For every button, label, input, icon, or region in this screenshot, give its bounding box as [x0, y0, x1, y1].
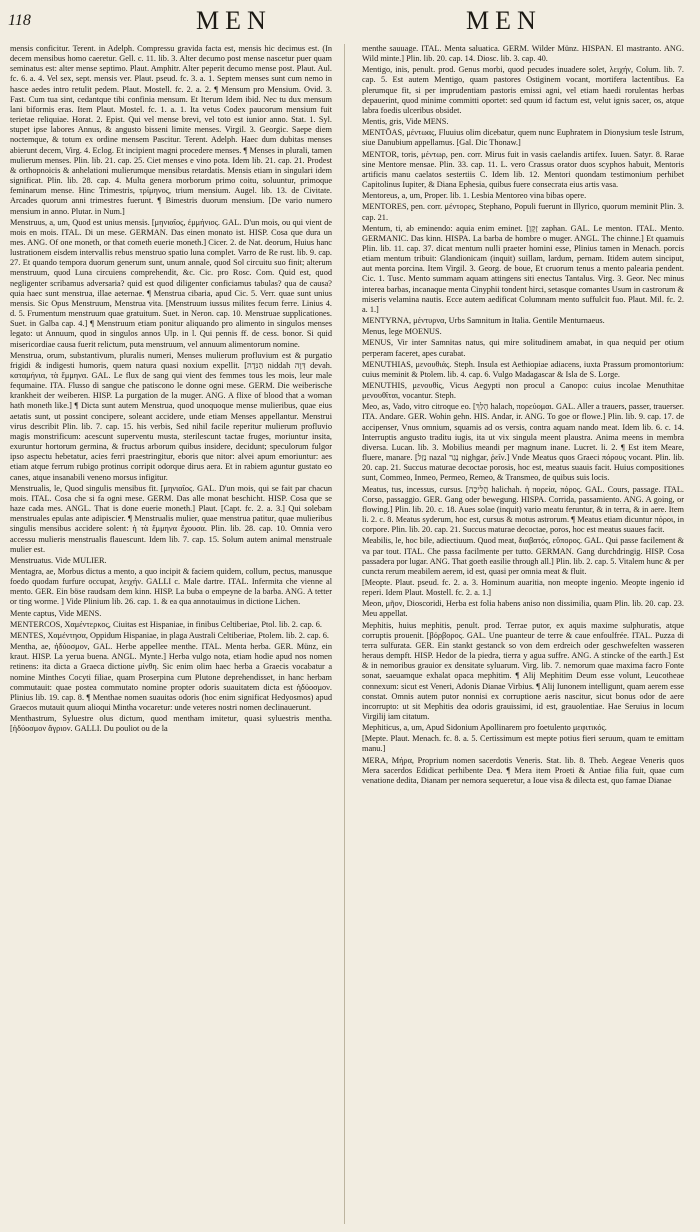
entry-menthastrum: Menthastrum, Syluestre olus dictum, quod mentham imitetur, quasi syluestris mentha. [ἡδύοσμον ἄγριον. GALLI. Du pouliot ou de la	[10, 714, 332, 734]
entry-meabilis: Meabilis, le, hoc bile, adiectiuum. Quod meat, διαβατός, εὔπορος. GAL. Qui passe facilement & va par tout. ITAL. Che passa facilmente per tutto. GERMAN. Gang durchdringig. HISP. Cosa passadera por lugar. ANG. That goeth easilie through all.] Plin. lib. 2. cap. 5. Vitalem hunc & per cuncta rerum meabilem aerem, id est, quasi per omnia meat & fluit.	[362, 536, 684, 576]
entry-mentha: Mentha, ae, ἡδύοσμον, GAL. Herbe appellee menthe. ITAL. Menta herba. GER. Münz, ein kraut. HISP. La yerua buena. ANGL. Mynte.] Herba vulgo nota, etiam hodie apud nos nomen retinens: ita dicta a Graeca dictione μίνθη. Sic enim olim haec herba a Graecis vocabatur a nomine Minthes Cocyti filiae, quam Proserpina cum Plutone deprehendisset, in hanc herbam commutauit: quae postea commutato nomine propter odoris suauitatem dicta est ἡδύοσμον. Plinius lib. 19. cap. 8. ¶ Menthae nomen suauitas odoris (hoc enim significat Hedyosmos) apud Graecos mutauit quum alioqui Mintha vocaretur: unde veteres nostri nomen declinauerunt.	[10, 642, 332, 712]
entry-mephitis: Mephitis, huius mephitis, penult. prod. Terrae putor, ex aquis maxime sulphuratis, atque corruptis prouenit. [βόρβορος. GAL. Une puanteur de terre & caue enfoulfrée. ITAL. Puzza di terra sulfurata. GER. Ein stankt gestanck so von dem erdreich oder geschwefelten wasseren heraus dempft. HISP. Hedor de la piedra, tierra y agua suffre. ANG. A stincke of the earth.] Est & in nemoribus grauior ex densitate syluarum. Virg. lib. 7. nemorum quae maxima facro Fonte sonat, saeuamque exhalat opaca mephitim. ¶ Alij Mephitim Deum esse volunt, Leucotheae connexum: sicut est Veneri, Adonis Dianae Virbius. ¶ Alij Iunonem intelligunt, quam aerem esse constat. Omnis autem putor nonnisi ex corruptione aeris nascitur, sicut bonus odor de aere incorrupto: ut sit Mephitis dea odoris grauissimi, id est, grauolentiae. Hae Seruius in locum Virgilij iam citatum.	[362, 620, 684, 721]
entry-mentagra: Mentagra, ae, Morbus dictus a mento, a quo incipit & faciem quidem, collum, pectus, manusque foedo quodam furfure occupat, λειχήν. GALLI c. Male dartre. ITAL. Infermita che vienne al mento. GER. Ein böse raudsam dem kinn. HISP. La buba o empeyne de la barba. ANG. A tetter or ting worme. ] Vide Plinium lib. 26. cap. 1. & ea qua annotauimus in dictione Lichen.	[10, 566, 332, 607]
entry-meon: Meon, μῆον, Dioscoridi, Herba est folia habens aniso non dissimilia, quam Plin. lib. 20. cap. 23. Meu appellat.	[362, 599, 684, 619]
entry-mephiticus: Mephiticus, a, um, Apud Sidonium Apollinarem pro foetulento μεφιτικός.	[362, 723, 607, 733]
entry-mentores: MENTORES, pen. corr. μέντορες, Stephano, Populi fuerunt in Illyrico, quorum meminit Plin. 3. cap. 21.	[362, 202, 684, 222]
entry-meo: Meo, as, Vado, vitro citroque eo. [הָלַךְ halach, πορεύομαι. GAL. Aller a trauers, passer, trauerser. ITA. Andare. GER. Wohin gehn. HIS. Andar, ir. ANG. To goe or flowe.] Plin. lib. 9. cap. 17. de accipenser, Vnus omnium, squamis ad os versis, contra aquam nando meat. Idem lib. 6. c. 14. Interruptis angusto traditu iugis, ita ut vix singula meent plaustra. Anima meens in membra diversa. Lucan. lib. 3. Mobilius meandi per magnum inane. Lucret. li. 2. ¶ Est item Meare, fluere, manare. [נָזַל nazal נָגַר nighgar, ῥεῖν.] Vnde Meatus quos Graeci πόρους vocant. Plin. lib. 20. cap. 21. Succus maturae decoctae porosis, hoc est, meatus suauis facit. Huius compositiones sunt, Commeo, Inmeo, Permeo, Remeo, & Transmeo, de quibus suis locis.	[362, 402, 684, 483]
entry-mentor: MENTOR, toris, μέντωρ, pen. corr. Mirus fuit in vasis caelandis artifex. Iuuen. Satyr. 8. Rarae sine Mentore mensae. Plin. 33. cap. 11. L. vero Crassus orator duos scyphos habuit, Mentoris artificis manu caelatos sestertiis C. Idem lib. 12. Mentori quondam testimonium perhibet Capitolinus Iupiter, & Diana Ephesia, quibus fuere consecrata eius artis vasa.	[362, 149, 684, 190]
entry-mentis: Mentis, gris, Vide MENS.	[362, 117, 449, 127]
entry-menstruus: Menstruus, a, um, Quod est unius mensis. [μηνιαῖος, ἐμμήνιος. GAL. D'un mois, ou qui vient de mois en mois. ITAL. Di un mese. GERMAN. Das einen monato ist. HISP. Cosa que dura un mes. ANG. Of one moneth, or that cometh euerie moneth.] Cicer. 2. de Nat. deorum, Huius hanc lustrationem eisdem intervallis rebus menstruo spatio luna complet. Varro de Re rust. lib. 9. cap. 27. Et quando tempora duorum generum sunt, unum annale, quod Sol circuitu suo finit; alterum menstruum, quod Luna circuiens comprehendit, &c. Cic. pro Rosc. Com. Quid est, quod negligenter scribamus adversaria? quid est quod diligenter conficiamus tabulas? qua de causa? quia haec sunt menstrua, illae aeternae. ¶ Menstrua cibaria, apud Cic. 5. Verr. quae sunt unius mensis. Sic Opus Menstruum, Menstrua vita. [Menstruum iussus milites fecum ferre. Linius 4. d. 5. Frumentum menstruum quae gratuitum. Suet. in Neron. cap. 10. Menstruae supplicationes. Suet. in Galba cap. 4.] ¶ Menstruum etiam ponitur aliquando pro alimento in singulos menses legato: ut Annuum, quod in singulos annos Ulp. in l. Qui pennis ff. de cess. bonor. Si quid misericordiae causa fuerit relictum, puta menstruum, vel annuum alimentorum nomine.	[10, 217, 332, 349]
entry-menthastrum-continued: menthe sauuage. ITAL. Menta saluatica. GERM. Wilder Münz. HISPAN. El mastranto. ANG. Wild minte.] Plin. lib. 20. cap. 14. Diosc. lib. 3. cap. 40.	[362, 44, 684, 64]
entry-mentigo: Mentigo, inis, penult. prod. Genus morbi, quod pecudes inuadere solet, λειχήν, Colum. lib. 7. cap. 5. Est autem Mentigo, quam pastores Ostiginem vocant, mortifera lactentibus. Ea plerumque fit, si per imprudentiam pastoris emissi agni, vel etiam haedi rorulentas herbas depauerint, quod minime committi oportet: sed quum id factum est, velut ignis sacer, os, atque labra foedis ulceribus obsidet.	[362, 65, 684, 115]
entry-mente-captus: Mente captus, Vide MENS.	[10, 608, 102, 618]
entry-menuthias: MENUTHIAS, μενουθιάς. Steph. Insula est Aethiopiae adiacens, iuxta Prassum promontorium: cuius meminit & Ptolem. lib. 4. cap. 6. Vulgo Madagascar & Isla de S. Lorge.	[362, 359, 684, 379]
running-head-right: MEN	[466, 6, 542, 35]
running-head-left: MEN	[196, 6, 272, 35]
column-divider	[344, 44, 345, 1224]
entry-mentoas: MENTŌAS, μέντωας, Fluuius olim dicebatur, quem nunc Euphratem in Dionysium tesle Istrum, siue Danubium appellamus. [Gal. Dic Thonaw.]	[362, 128, 684, 148]
page-number: 118	[8, 12, 31, 29]
entry-mepte: [Mepte. Plaut. Menach. fc. 8. a. 5. Certissimum est mepte potius fieri seruum, quam te emittam manu.]	[362, 734, 684, 754]
entry-menstrua: Menstrua, orum, substantivum, pluralis numeri, Menses mulierum profluvium est & purgatio frigidi & indigesti humoris, quem natura quasi noxium expellit. [הַנִּדָה niddah דְּוָה devah. καταμήνια, τὰ ἔμμηνα. GAL. Le flux de sang qui vient des femmes tous les mois, leur male fequmaine. ITA. Flusso di sangue che patiscono le donne ogni mese. GERM. Die weiberische krankheit der weiberen. HISP. La purgation de la muger. ANG. A flixe of blood that a woman hath moneth like.] ¶ Dicta sunt autem Menstrua, quod unoquoque mense mulieribus, quae eius aetatis sunt, ut possint concipere, soleant accidere, unde etiam Menses appellantur. Menstrui virus describit Plin. lib. 7. cap. 15. his verbis, Sed nihil facile reperitur mulierum profluvio magis monstrificum: acescunt superventu musta, sterilescunt tactae fruges, moriuntur insita, exuruntur hortorum germina, & fructus arborum quibus insidere, decidunt; speculorum fulgor ipso aspectu hebetatur, acies ferri praestringitur, eboris que nitor: alvei apum emoriuntur: aes etiam atque ferrum rubigo protinus corripit odorque dirus aera. Et in rabiem aguntur gustato eo canes, atque insanabili veneno morsus infigitur.	[10, 350, 332, 482]
page-header	[0, 6, 700, 40]
entry-menuthis: MENUTHIS, μενουθίς, Vicus Aegypti non procul a Canopo: cuius incolae Menuthitae μενουθῖται, vocantur. Steph.	[362, 381, 684, 401]
entry-menstrualis: Menstrualis, le, Quod singulis mensibus fit. [μηνιαῖος. GAL. D'un mois, qui se fait par chacun mois. ITAL. Cosa che si fa ogni mese. GERM. Das alle monat beschicht. HISP. Cosa que se haze cada mes. ANGL. That is done euerie moneth.] Plaut. [Capt. fc. 2. a. 3.] Qui solebam menstruales epulas ante adipiscier. ¶ Menstrualis mulier, quae menstrua patitur, quae mulieribus singulis mensibus accidere solent: ἡ τὰ ἔμμηνα ἔχουσα. Plin. lib. 28. cap. 10. Omnia vero accessu mulieris menstrualis flauescunt. Idem lib. 7. cap. 15. Solum autem animal menstruale mulier est.	[10, 483, 332, 554]
entry-mera: MERA, Μήρα, Proprium nomen sacerdotis Veneris. Stat. lib. 8. Theb. Aegeae Veneris quos Mera sacerdos Edidicat perhibente Dea. ¶ Mera item Proeti & Antiae filia fuit, quae cum venatione dedita, Dianam per nemora sequeretur, a Ioue visa & dilecta est, quo famae Dianae	[362, 755, 684, 785]
entry-menus: MENUS, Vir inter Samnitas natus, qui mire solitudinem amabat, in qua nequid per otium perperam faceret, apes curabat.	[362, 338, 684, 358]
entry-mentoreus: Mentoreus, a, um, Proper. lib. 1. Lesbia Mentoreo vina bibas opere.	[362, 191, 587, 201]
left-column	[10, 44, 332, 1224]
right-column	[362, 44, 684, 1224]
entry-mentes: MENTES, Χαμέντησα, Oppidum Hispaniae, in plaga Australi Celtiberiae, Ptolem. lib. 2. cap. 6.	[10, 630, 329, 640]
entry-menstruatus: Menstruatus. Vide MULIER.	[10, 555, 107, 565]
entry-meatus: Meatus, tus, incessus, cursus. [הֲלִיכָה halichah. ἡ πορεία, πόρος. GAL. Cours, passage. ITAL. Corso, passaggio. GER. Gang oder bewegung. HISPA. Corrida, passamiento. ANG. A going, or flowing.] Plin. lib. 20. c. 18. Aues solae (inquit) vario meatu feruntur, & in terra, & in aere. Item li. 2. c. 8. Meatus syderum, hoc est, cursus & motus astrorum. ¶ Meatus etiam dicuntur πόροι, in corpore. Plin. lib. 20. cap. 21. Succus maturae decoctae, poros, hoc est meatus suaues facit.	[362, 484, 684, 535]
entry-menus-lege: Menus, lege MOENUS.	[362, 327, 442, 337]
entry-meopte: [Meopte. Plaut. pseud. fc. 2. a. 3. Hominum auaritia, non meopte ingenio. Meopte ingenio id reperi. Idem Plaut. Mostell. fc. 2. a. 1.]	[362, 577, 684, 598]
entry-mentyrna: MENTYRNA, μέντυρνα, Urbs Samnitum in Italia. Gentile Menturnaeus.	[362, 316, 605, 326]
entry-mentum: Mentum, ti, ab eminendo: aquia enim eminet. [זָקָן zaphan. GAL. Le menton. ITAL. Mento. GERMANIC. Das kinn. HISPA. La barba de hombre o muger. ANGL. The chinne.] Et quamuis Plin. lib. 11. cap. 37. dicat mentum nulli praeter homini esse, Plinius tamen in Menach. porcis etiam mentum tribuit: Glandionicam (inquit) suillam, lardum, pernam. Itidem autem sinciput, aut menta porcina. Item Virgil. 3. Georg. de boue, Et cruorum tenus a mento palearia pendent. Cic. 1. Tusc. Mento summam aquam attingens siti enectus Tantalus. Virg. 3. Geor. Nec minus interea barbas, incanaque menta Cinyphii tondent hirci, setasque comantes Usum in castrorum & miseris velamina nautis. Ecce autem aedificat Columnam mento suffulcit fuo. Plaut. Mil. fc. 2. a. 1.]	[362, 223, 684, 314]
entry-mentercos: MENTERCOS, Χαμέντερκος, Ciuitas est Hispaniae, in finibus Celtiberiae, Ptol. lib. 2. cap. 6.	[10, 619, 322, 629]
entry-mensis-continued: mensis conficitur. Terent. in Adelph. Compressu gravida facta est, mensis hic decimus est. (In decem mensibus homo caeretur. Gell. c. 11. lib. 3. Alter decumo post mense nascetur puer quam seminatus est: alter mense septimo. Plaut. Amphitr. Alter peperit decumo mense post. Plaut. Aul. fc. 6. a. 4. Vel sex, sept. mensis ver. Plaut. pseud. fc. 3. a. 1. Septem menses sunt cum nemo in hasce aedes intro retulit pedem. Plaut. Mostell. fc. 2. a. 2. ¶ Mensum pro Mensium. Ovid. 3. Fast. Cum tua sint, cedantque tibi confinia mensum. Et Iterum Idem ibid. Nec tu dux mensum lani biformis eras. Item Plaut. Mostel. fc. 1. a. 1. Ita vetus Codex paucorum mensium fuit terietae reliquiae. Horat. 2. Epist. Qui vel mense brevi, vel toto est iunior anno. Stat. 1. Syl. stupet ipse labores Annus, & angusto bisseni limite menses. Virgil. 3. Georgic. Saepe diem noctemque, & totum ex ordine mensem Pascitur. Terent. Adelph. Haec dum dubitas menses abierunt decem, Virg. 4. Eclog. Et incipient magni procedere menses. ¶ Menses in plurali, tamen mulierum menses. Plin. lib. 21. cap. 25. Ciet menses e vino pota. Idem lib. 21. cap. 21. Prodest & orthopnoicis & anhelationi mulierumque mensibus retardatis. Mensis etiam in singulari idem significat. Plin. lib. 28. cap. 4. Multa genera morborum primo coitu, soluuntur, primoque feminarum mense. Hinc Trimestris, τρίμηνος, trium mensium. Augel. lib. 13. de Civitate. Arcades quorum anni trimestres fuerunt. ¶ Bimestris duorum mensium. [De vario numero mensium in anno. Plutar. in Num.]	[10, 44, 332, 216]
